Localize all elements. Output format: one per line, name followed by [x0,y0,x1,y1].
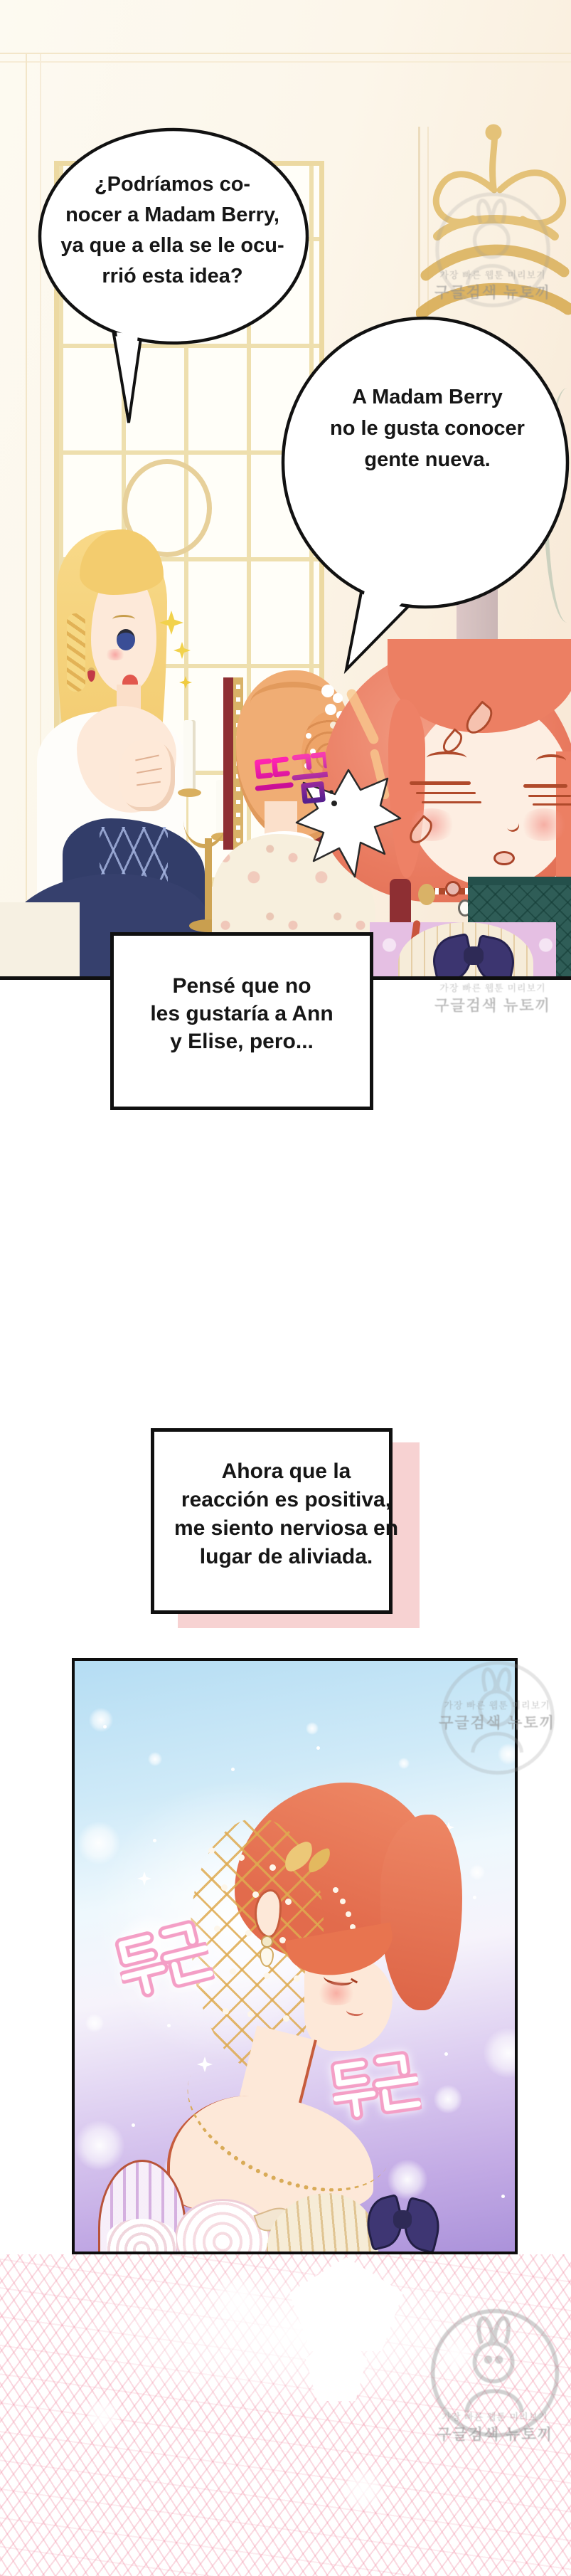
sparkle-icon [137,1872,151,1886]
madam-eye-closed [523,784,567,788]
blonde-blush [104,649,127,660]
small-rose [107,2219,176,2254]
white-pentagon [283,2257,410,2351]
blonde-braid [67,613,85,692]
madam-blush [519,808,569,841]
blonde-underskirt [0,902,80,980]
watermark-newtoki: 가장 빠른 웹툰 미리보기 구글검색 뉴토끼 [425,184,560,218]
watermark-newtoki: 가장 빠른 웹툰 미리보기 구글검색 뉴토끼 [429,1659,565,1694]
speech-bubble-2-text: A Madam Berry no le gusta conocer gente nueva. [330,386,525,471]
speech-bubble-1-text: ¿Podríamos co- nocer a Madam Berry, ya que a ella se le ocu- rrió esta idea? [60,173,284,287]
watermark-newtoki: 가장 빠른 웹툰 미리보기 구글검색 뉴토끼 [424,2304,566,2339]
blonde-eye [117,629,135,650]
panel-throne-room [0,0,571,980]
maid-pearl-pins [306,733,311,739]
madam-medallion [445,881,461,897]
blonde-hands-clasped [119,740,175,811]
madam-eye-closed [410,781,471,785]
princess-earring [261,1936,273,1948]
caption-box-1-text: Pensé que no les gustaría a Ann y Elise, pero... [150,974,333,1053]
sfx-heartbeat-2 [328,2048,424,2131]
blonde-eyebrow [112,615,135,624]
sparkle-icon [179,676,192,689]
madam-eyebrow [427,751,466,764]
caption-box-2-text: Ahora que la reacción es positiva, me siento nerviosa en lugar de aliviada. [174,1459,399,1568]
watermark-newtoki: 가장 빠른 웹툰 미리보기 구글검색 뉴토끼 [434,983,551,1014]
bun-pearls [208,1847,215,1854]
candle [183,720,196,791]
maid-flower-pin [321,685,334,697]
sparkle-icon [159,611,183,635]
sfx-startle [251,748,331,821]
speech-bubble-2 [279,316,571,675]
pearl-strand [333,1887,338,1893]
sparkle-icon [174,642,191,659]
princess-blush [316,1981,357,2005]
madam-eyebrow [536,754,566,767]
madam-mouth [493,851,515,865]
princess-hair-right [380,1815,462,2010]
